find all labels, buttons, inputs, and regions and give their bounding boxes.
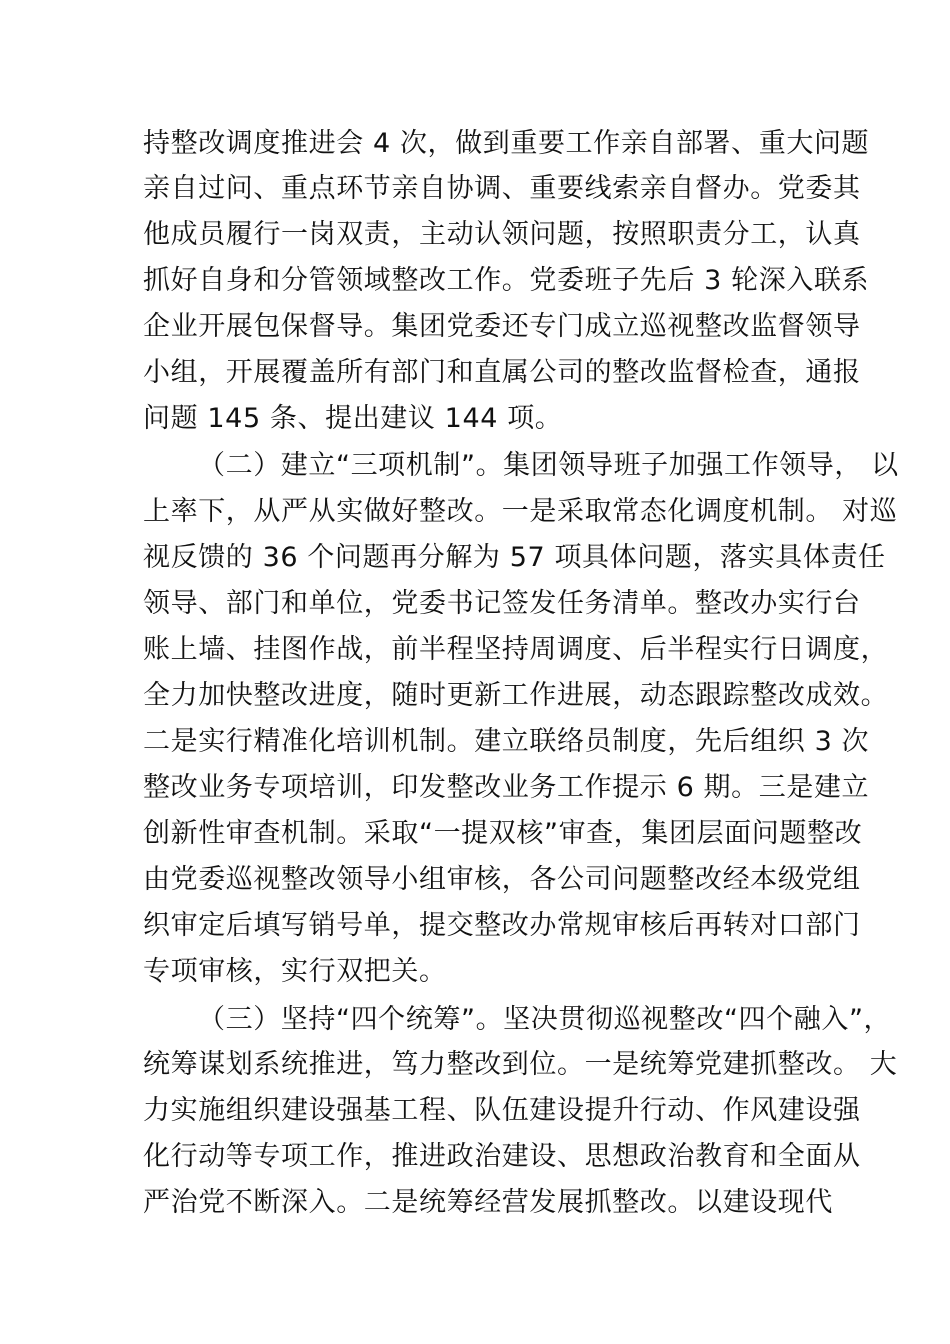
text-line: 二是实行精准化培训机制。建立联络员制度，先后组织 3 次 xyxy=(143,726,870,757)
section-heading-line: （三）坚持“四个统筹”。坚决贯彻巡视整改“四个融入”， xyxy=(198,1004,892,1035)
text-line: 全力加快整改进度，随时更新工作进展，动态跟踪整改成效。 xyxy=(143,680,889,711)
text-line: 化行动等专项工作，推进政治建设、思想政治教育和全面从 xyxy=(143,1141,861,1172)
text-line: 专项审核，实行双把关。 xyxy=(143,956,447,987)
text-line: 织审定后填写销号单，提交整改办常规审核后再转对口部门 xyxy=(143,910,861,941)
text-line: 他成员履行一岗双责，主动认领问题，按照职责分工，认真 xyxy=(143,219,861,250)
text-line: 创新性审查机制。采取“一提双核”审查，集团层面问题整改 xyxy=(143,818,863,849)
text-line: 小组，开展覆盖所有部门和直属公司的整改监督检查，通报 xyxy=(143,357,861,388)
text-line: 力实施组织建设强基工程、队伍建设提升行动、作风建设强 xyxy=(143,1095,861,1126)
text-line: 严治党不断深入。二是统筹经营发展抓整改。以建设现代 xyxy=(143,1187,833,1218)
text-line: 亲自过问、重点环节亲自协调、重要线索亲自督办。党委其 xyxy=(143,173,861,204)
section-heading-line: （二）建立“三项机制”。集团领导班子加强工作领导， 以 xyxy=(198,450,899,481)
text-line: 整改业务专项培训，印发整改业务工作提示 6 期。三是建立 xyxy=(143,772,870,803)
text-line: 统筹谋划系统推进，笃力整改到位。一是统筹党建抓整改。 大 xyxy=(143,1049,898,1080)
text-line: 视反馈的 36 个问题再分解为 57 项具体问题，落实具体责任 xyxy=(143,542,886,573)
text-line: 持整改调度推进会 4 次，做到重要工作亲自部署、重大问题 xyxy=(143,128,870,159)
text-line: 由党委巡视整改领导小组审核，各公司问题整改经本级党组 xyxy=(143,864,861,895)
text-line: 上率下，从严从实做好整改。一是采取常态化调度机制。 对巡 xyxy=(143,496,898,527)
text-line: 账上墙、挂图作战，前半程坚持周调度、后半程实行日调度， xyxy=(143,634,889,665)
text-line: 抓好自身和分管领域整改工作。党委班子先后 3 轮深入联系 xyxy=(143,265,870,296)
text-line: 领导、部门和单位，党委书记签发任务清单。整改办实行台 xyxy=(143,588,861,619)
text-line: 问题 145 条、提出建议 144 项。 xyxy=(143,403,563,434)
text-line: 企业开展包保督导。集团党委还专门成立巡视整改监督领导 xyxy=(143,311,861,342)
